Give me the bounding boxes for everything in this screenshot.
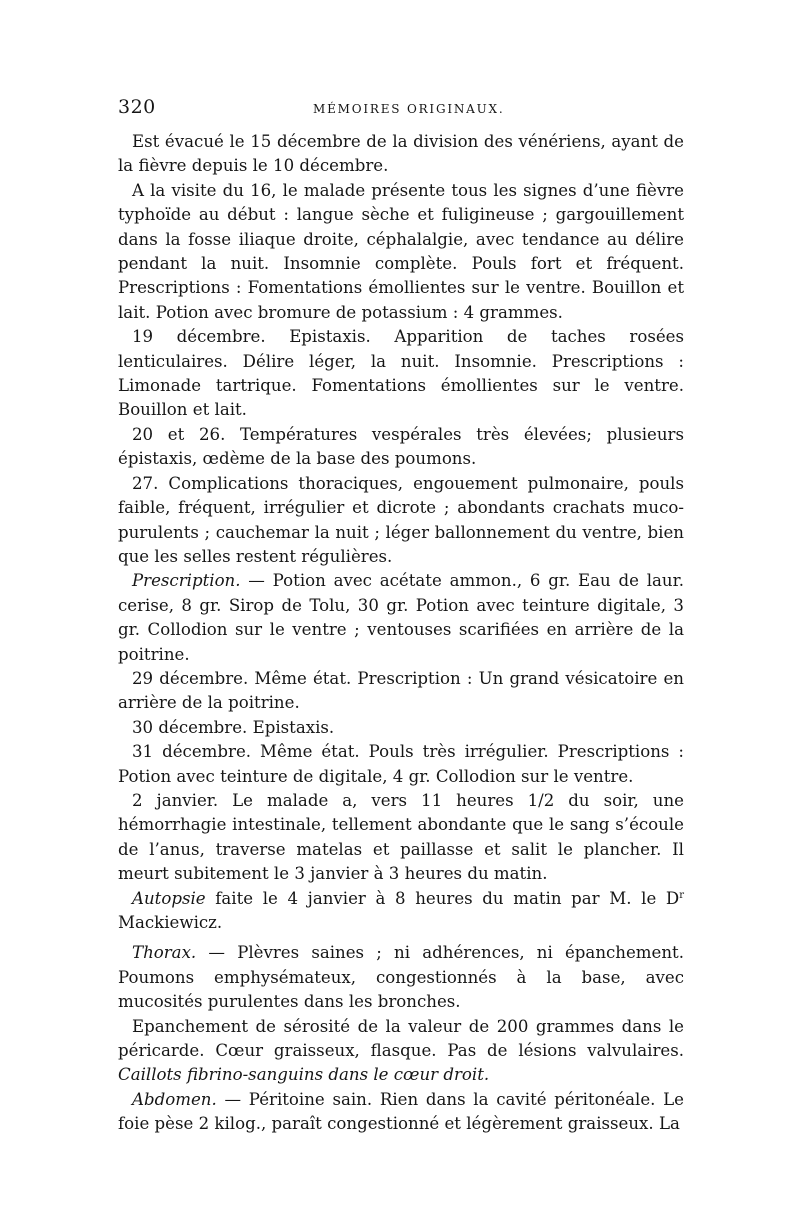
autopsie-superscript: r [679, 889, 684, 901]
prescription-label: Prescription. [132, 571, 241, 591]
page-number: 320 [118, 96, 156, 118]
paragraph-epanchement [118, 1015, 684, 1088]
paragraph-visit-16: A la visite du 16, le malade présente tous les signes d’une fièvre typhoïde au début : langue sèche et fuligineuse ; gargouillement dans la fosse iliaque droite, céphalalgie, avec tendance au délire pendant la nuit. Insomnie complète. Pouls fort et fréquent. Prescriptions : Fomentations émollientes sur le ventre. Bouillon et lait. Potion avec bromure de potassium : 4 grammes. [118, 180, 684, 322]
autopsie-label: Autopsie [132, 888, 206, 908]
autopsie-text-a: faite le 4 janvier à 8 heures du matin par M. le D [205, 888, 680, 908]
paragraph-evacuation: Est évacué le 15 décembre de la division des vénériens, ayant de la fièvre depuis le 10 décembre. [118, 132, 684, 176]
paragraph-abdomen [118, 1088, 684, 1137]
paragraph-27: 27. Complications thoraciques, engouement pulmonaire, pouls faible, fréquent, irrégulier et dicrote ; abondants crachats muco-purulents ; cauchemar la nuit ; léger ballonnement du ventre, bien que les selles restent régulières. [118, 473, 684, 566]
paragraph-autopsie [118, 887, 684, 936]
paragraph-thorax [118, 941, 684, 1014]
caillots-italic: Caillots fibrino-sanguins dans le cœur droit. [118, 1065, 490, 1085]
paragraph-29-december: 29 décembre. Même état. Prescription : Un grand vésicatoire en arrière de la poitrine. [118, 668, 684, 713]
running-head: MÉMOIRES ORIGINAUX. [313, 102, 505, 116]
paragraph-2-janvier: 2 janvier. Le malade a, vers 11 heures 1/2 du soir, une hémorrhagie intestinale, tellement abondante que le sang s’écoule de l’anus, traverse matelas et paillasse et salit le plancher. Il meurt subitement le 3 janvier à 3 heures du matin. [118, 790, 684, 884]
epanchement-text: Epanchement de sérosité de la valeur de 200 grammes dans le péricarde. Cœur graisseux, flasque. Pas de lésions valvulaires. [118, 1016, 684, 1061]
document-page [118, 96, 684, 1137]
paragraph-31-december: 31 décembre. Même état. Pouls très irrégulier. Prescriptions : Potion avec teinture de digitale, 4 gr. Collodion sur le ventre. [118, 742, 684, 786]
paragraph-prescription [118, 569, 684, 667]
abdomen-text: — Péritoine sain. Rien dans la cavité péritonéale. Le foie pèse 2 kilog., paraît congestionné et légèrement graisseux. La [118, 1089, 684, 1134]
prescription-text: — Potion avec acétate ammon., 6 gr. Eau de laur. cerise, 8 gr. Sirop de Tolu, 30 gr. Potion avec teinture digitale, 3 gr. Collodion sur le ventre ; ventouses scarifiées en arrière de la poitrine. [118, 571, 684, 664]
paragraph-20-26: 20 et 26. Températures vespérales très élevées; plusieurs épistaxis, œdème de la base des poumons. [118, 424, 684, 469]
thorax-text: — Plèvres saines ; ni adhérences, ni épanchement. Poumons emphysémateux, congestionnés à la base, avec mucosités purulentes dans les bronches. [118, 943, 684, 1012]
abdomen-label: Abdomen. [132, 1089, 217, 1109]
paragraph-19-december: 19 décembre. Epistaxis. Apparition de taches rosées lenticulaires. Délire léger, la nuit. Insomnie. Prescriptions : Limonade tartrique. Fomentations émollientes sur le ventre. Bouillon et lait. [118, 327, 684, 420]
thorax-label: Thorax. [132, 943, 197, 963]
autopsie-text-b: Mackiewicz. [118, 913, 223, 932]
paragraph-30-december: 30 décembre. Epistaxis. [132, 717, 335, 737]
page-header [118, 96, 684, 124]
